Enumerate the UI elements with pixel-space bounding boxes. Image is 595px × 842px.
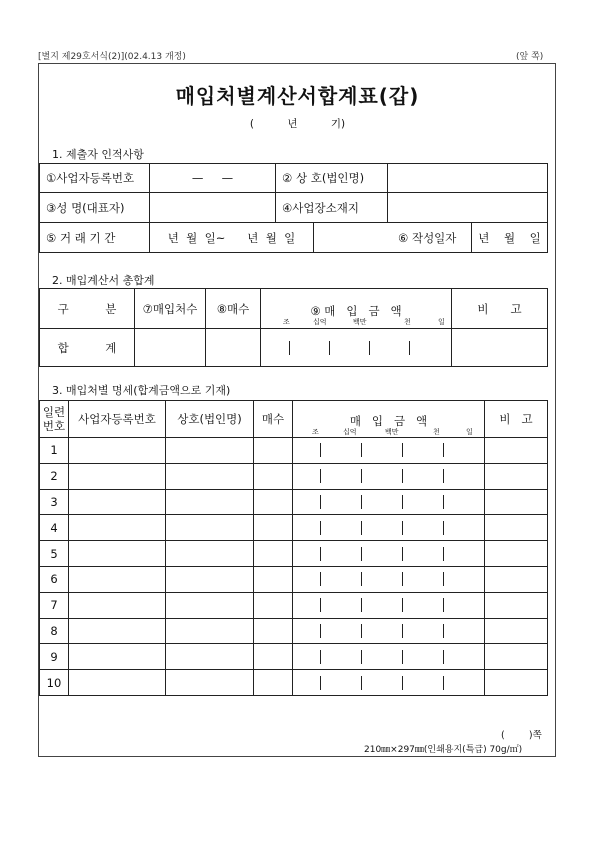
row-number: 9 (40, 644, 69, 670)
address-field[interactable] (388, 193, 548, 223)
row-remarks-field[interactable] (485, 515, 548, 541)
row-count-field[interactable] (254, 566, 293, 592)
row-number: 6 (40, 566, 69, 592)
row-count-field[interactable] (254, 618, 293, 644)
row-count-field[interactable] (254, 541, 293, 567)
paper-spec: 210㎜×297㎜(인쇄용지(특급) 70g/㎡) (364, 745, 523, 755)
summary-table (39, 288, 548, 367)
amount-header (293, 401, 485, 438)
biz-no-label: ①사업자등록번호 (40, 164, 150, 193)
row-count-field[interactable] (254, 592, 293, 618)
row-company-field[interactable] (166, 515, 254, 541)
page-count: ( )쪽 (501, 730, 542, 741)
serial-header: 일련 번호 (40, 401, 69, 438)
year-period-line: ( 년 기) (249, 118, 346, 130)
row-company-field[interactable] (166, 670, 254, 696)
unit-cheon: 천 (433, 428, 440, 436)
row-count-field[interactable] (254, 515, 293, 541)
row-company-field[interactable] (166, 463, 254, 489)
row-company-field[interactable] (166, 644, 254, 670)
detail-table (39, 400, 548, 696)
row-remarks-field[interactable] (485, 541, 548, 567)
row-number: 5 (40, 541, 69, 567)
row-company-field[interactable] (166, 489, 254, 515)
table-row (40, 489, 548, 515)
row-biz-no-field[interactable] (69, 592, 166, 618)
row-biz-no-field[interactable] (69, 670, 166, 696)
form-code: [별지 제29호서식(2)](02.4.13 개정) (38, 52, 186, 62)
row-company-field[interactable] (166, 618, 254, 644)
unit-il: 일 (438, 318, 445, 326)
biz-no-header: 사업자등록번호 (69, 401, 166, 438)
name-field[interactable] (150, 193, 276, 223)
row-amount-field[interactable] (293, 566, 485, 592)
category-header: 구 분 (40, 289, 135, 329)
unit-baekman: 백만 (385, 428, 399, 436)
remarks-header: 비 고 (485, 401, 548, 438)
date-field[interactable]: 년 월 일 (472, 223, 548, 253)
row-count-field[interactable] (254, 644, 293, 670)
row-number: 2 (40, 463, 69, 489)
amount-header-label: 매 입 금 액 (349, 414, 428, 428)
row-remarks-field[interactable] (485, 566, 548, 592)
submitter-info-table (39, 163, 548, 253)
row-remarks-field[interactable] (485, 463, 548, 489)
row-biz-no-field[interactable] (69, 566, 166, 592)
row-amount-field[interactable] (293, 489, 485, 515)
period-label: ⑤ 거 래 기 간 (40, 223, 150, 253)
unit-jo: 조 (283, 318, 290, 326)
seller-count-header: ⑦매입처수 (135, 289, 206, 329)
row-biz-no-field[interactable] (69, 541, 166, 567)
unit-sibeok: 십억 (313, 318, 327, 326)
unit-cheon: 천 (404, 318, 411, 326)
total-row-label: 합 계 (40, 329, 135, 367)
name-label: ③성 명(대표자) (40, 193, 150, 223)
row-number: 10 (40, 670, 69, 696)
row-remarks-field[interactable] (485, 438, 548, 464)
row-number: 3 (40, 489, 69, 515)
row-amount-field[interactable] (293, 644, 485, 670)
row-amount-field[interactable] (293, 463, 485, 489)
row-amount-field[interactable] (293, 515, 485, 541)
page-side-label: (앞 쪽) (516, 52, 544, 62)
row-biz-no-field[interactable] (69, 438, 166, 464)
amount-header-label: ⑨ 매 입 금 액 (310, 304, 402, 318)
row-remarks-field[interactable] (485, 618, 548, 644)
row-remarks-field[interactable] (485, 592, 548, 618)
row-count-field[interactable] (254, 438, 293, 464)
total-remarks-field[interactable] (452, 329, 548, 367)
row-count-field[interactable] (254, 670, 293, 696)
table-row (40, 618, 548, 644)
row-biz-no-field[interactable] (69, 618, 166, 644)
row-biz-no-field[interactable] (69, 515, 166, 541)
company-field[interactable] (388, 164, 548, 193)
row-company-field[interactable] (166, 438, 254, 464)
section1-heading: 1. 제출자 인적사항 (52, 148, 144, 161)
row-remarks-field[interactable] (485, 670, 548, 696)
table-row (40, 515, 548, 541)
row-number: 4 (40, 515, 69, 541)
unit-il: 일 (466, 428, 473, 436)
row-company-field[interactable] (166, 592, 254, 618)
row-amount-field[interactable] (293, 618, 485, 644)
unit-sibeok: 십억 (343, 428, 357, 436)
table-row (40, 670, 548, 696)
biz-no-field[interactable]: — — (150, 164, 276, 193)
table-row (40, 644, 548, 670)
total-invoice-count-field[interactable] (206, 329, 261, 367)
amount-header (261, 289, 452, 329)
row-count-field[interactable] (254, 489, 293, 515)
company-label: ② 상 호(법인명) (276, 164, 388, 193)
unit-jo: 조 (312, 428, 319, 436)
row-remarks-field[interactable] (485, 489, 548, 515)
table-row (40, 541, 548, 567)
table-row (40, 566, 548, 592)
row-amount-field[interactable] (293, 592, 485, 618)
section3-heading: 3. 매입처별 명세(합계금액으로 기재) (52, 384, 231, 397)
row-biz-no-field[interactable] (69, 644, 166, 670)
total-amount-field[interactable] (261, 329, 452, 367)
table-row (40, 463, 548, 489)
row-remarks-field[interactable] (485, 644, 548, 670)
period-field[interactable]: 년 월 일~ 년 월 일 (150, 223, 314, 253)
row-biz-no-field[interactable] (69, 463, 166, 489)
table-row (40, 592, 548, 618)
invoice-count-header: ⑧매수 (206, 289, 261, 329)
row-amount-field[interactable] (293, 670, 485, 696)
row-company-field[interactable] (166, 566, 254, 592)
row-number: 1 (40, 438, 69, 464)
total-seller-count-field[interactable] (135, 329, 206, 367)
form-title: 매입처별계산서합계표(갑) (175, 84, 420, 108)
address-label: ④사업장소재지 (276, 193, 388, 223)
unit-baekman: 백만 (353, 318, 367, 326)
remarks-header: 비 고 (452, 289, 548, 329)
row-count-field[interactable] (254, 463, 293, 489)
table-row (40, 438, 548, 464)
company-header: 상호(법인명) (166, 401, 254, 438)
section2-heading: 2. 매입계산서 총합계 (52, 274, 155, 287)
row-biz-no-field[interactable] (69, 489, 166, 515)
count-header: 매수 (254, 401, 293, 438)
row-company-field[interactable] (166, 541, 254, 567)
row-number: 7 (40, 592, 69, 618)
row-number: 8 (40, 618, 69, 644)
row-amount-field[interactable] (293, 438, 485, 464)
row-amount-field[interactable] (293, 541, 485, 567)
date-label: ⑥ 작성일자 (314, 223, 472, 253)
